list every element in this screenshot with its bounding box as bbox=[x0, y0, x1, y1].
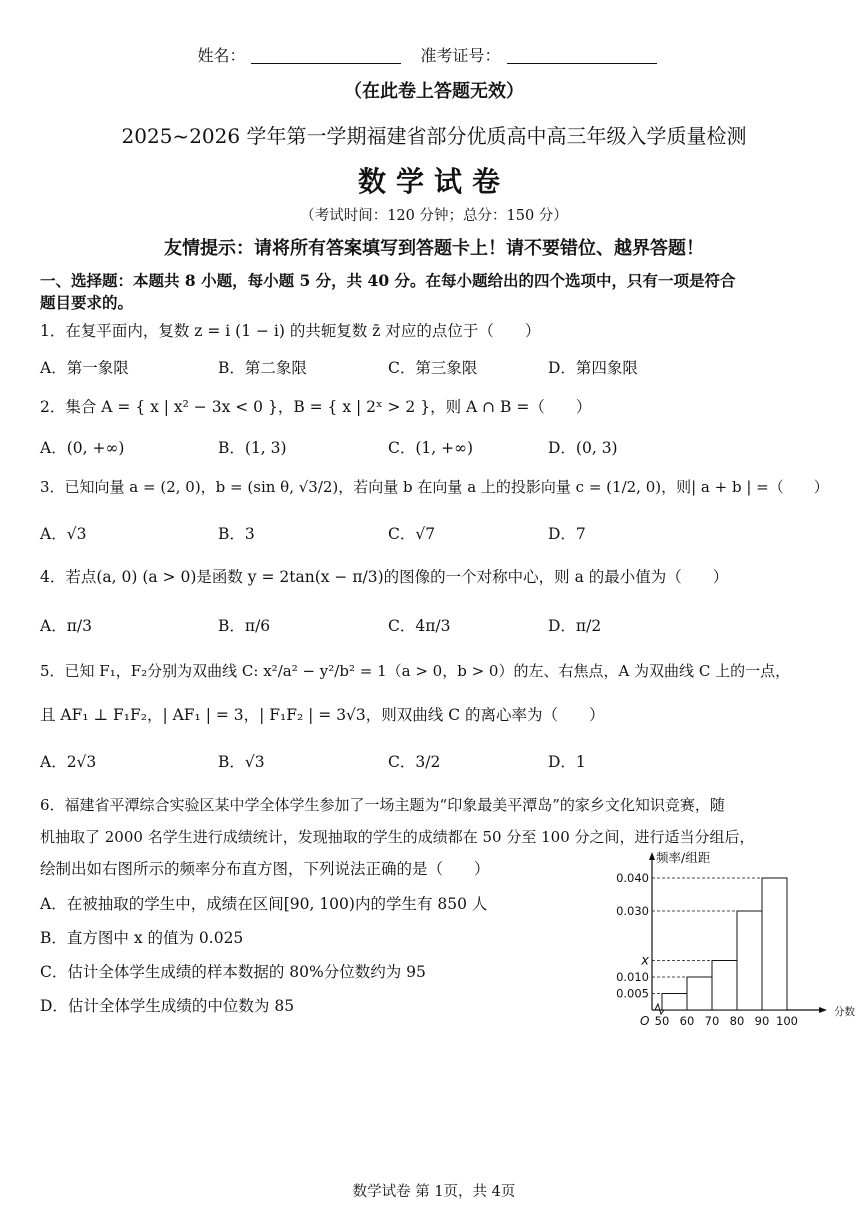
histogram-bar bbox=[712, 961, 737, 1011]
q1-option-c: C．第三象限 bbox=[388, 359, 478, 377]
histogram-bar bbox=[762, 878, 787, 1010]
question-6-stem: 6．福建省平潭综合实验区某中学全体学生参加了一场主题为“印象最美平潭岛”的家乡文化知识竞赛，随 bbox=[40, 796, 725, 814]
question-6-stem-3: 绘制出如右图所示的频率分布直方图，下列说法正确的是（ ） bbox=[40, 860, 490, 878]
q5-option-b: B．√3 bbox=[218, 753, 265, 771]
question-3-stem: 3．已知向量 a = (2, 0)，b = (sin θ, √3/2)，若向量 b 在向量 a 上的投影向量 c = (1/2, 0)，则| a + b | =（ ） bbox=[40, 478, 829, 496]
q3-option-d: D．7 bbox=[548, 525, 586, 543]
q6-option-c: C．估计全体学生成绩的样本数据的 80%分位数约为 95 bbox=[40, 963, 426, 981]
question-1-stem: 1．在复平面内，复数 z = i (1 − i) 的共轭复数 z̄ 对应的点位于（ ） bbox=[40, 322, 541, 340]
q3-option-b: B．3 bbox=[218, 525, 255, 543]
x-tick-label: 100 bbox=[776, 1014, 798, 1028]
y-axis-arrow bbox=[649, 852, 655, 860]
q3-option-a: A．√3 bbox=[40, 525, 87, 543]
x-tick-label: 90 bbox=[754, 1014, 770, 1028]
q4-option-c: C．4π/3 bbox=[388, 617, 451, 635]
question-5-stem-cont: 且 AF₁ ⊥ F₁F₂，| AF₁ | = 3，| F₁F₂ | = 3√3，则双曲线 C 的离心率为（ ） bbox=[40, 706, 605, 724]
q2-option-b: B．(1, 3) bbox=[218, 439, 287, 457]
q1-option-a: A．第一象限 bbox=[40, 359, 129, 377]
frequency-histogram bbox=[600, 848, 855, 1028]
x-tick-label: 50 bbox=[654, 1014, 670, 1028]
y-tick-label: 0.010 bbox=[616, 970, 649, 984]
q6-option-d: D．估计全体学生成绩的中位数为 85 bbox=[40, 997, 295, 1015]
question-5-stem: 5．已知 F₁，F₂分别为双曲线 C: x²/a² − y²/b² = 1（a > 0，b > 0）的左、右焦点，A 为双曲线 C 上的一点， bbox=[40, 662, 791, 680]
section-heading: 一、选择题：本题共 8 小题，每小题 5 分，共 40 分。在每小题给出的四个选项中，只有一项是符合 bbox=[40, 271, 736, 290]
q4-option-d: D．π/2 bbox=[548, 617, 602, 635]
q6-option-b: B．直方图中 x 的值为 0.025 bbox=[40, 929, 244, 947]
candidate-info-line bbox=[0, 43, 868, 66]
x-axis-arrow bbox=[819, 1007, 827, 1013]
y-tick-label: 0.005 bbox=[616, 986, 649, 1001]
name-label: 姓名： bbox=[197, 46, 246, 65]
x-tick-label: 80 bbox=[729, 1014, 745, 1028]
q2-option-d: D．(0, 3) bbox=[548, 439, 618, 457]
q5-option-c: C．3/2 bbox=[388, 753, 441, 771]
question-4-stem: 4．若点(a, 0) (a > 0)是函数 y = 2tan(x − π/3)的图像的一个对称中心，则 a 的最小值为（ ） bbox=[40, 568, 729, 586]
x-tick-label: 70 bbox=[704, 1014, 720, 1028]
section-heading-cont: 题目要求的。 bbox=[40, 293, 134, 312]
id-blank bbox=[507, 47, 657, 64]
q5-option-a: A．2√3 bbox=[40, 753, 97, 771]
y-tick-label: 0.040 bbox=[616, 871, 649, 885]
y-tick-label: x bbox=[641, 953, 649, 969]
histogram-bar bbox=[687, 977, 712, 1010]
q3-option-c: C．√7 bbox=[388, 525, 436, 543]
q4-option-b: B．π/6 bbox=[218, 617, 271, 635]
q2-option-a: A．(0, +∞) bbox=[40, 439, 125, 457]
q4-option-a: A．π/3 bbox=[40, 617, 92, 635]
y-tick-label: 0.030 bbox=[616, 904, 649, 918]
friendly-tip: 友情提示：请将所有答案填写到答题卡上！请不要错位、越界答题！ bbox=[164, 238, 704, 259]
origin-label: O bbox=[640, 1014, 650, 1028]
x-tick-label: 60 bbox=[679, 1014, 695, 1028]
question-2-stem: 2．集合 A = { x | x² − 3x < 0 }，B = { x | 2ˣ > 2 }，则 A ∩ B =（ ） bbox=[40, 398, 592, 416]
x-axis-label: 分数 bbox=[834, 1006, 855, 1018]
histogram-bar bbox=[737, 911, 762, 1010]
subject-title: 数学试卷 bbox=[357, 165, 510, 198]
y-axis-label: 频率/组距 bbox=[656, 850, 711, 865]
invalid-notice: （在此卷上答题无效） bbox=[344, 81, 524, 102]
q6-option-a: A．在被抽取的学生中，成绩在区间[90, 100)内的学生有 850 人 bbox=[40, 895, 488, 913]
exam-info: （考试时间：120 分钟；总分：150 分） bbox=[300, 208, 568, 224]
q1-option-b: B．第二象限 bbox=[218, 359, 307, 377]
page-footer: 数学试卷 第 1页，共 4页 bbox=[352, 1184, 516, 1200]
name-blank bbox=[251, 47, 401, 64]
exam-title: 2025~2026 学年第一学期福建省部分优质高中高三年级入学质量检测 bbox=[121, 124, 747, 148]
question-6-stem-2: 机抽取了 2000 名学生进行成绩统计，发现抽取的学生的成绩都在 50 分至 100 分之间，进行适当分组后， bbox=[40, 828, 755, 846]
id-label: 准考证号： bbox=[420, 46, 501, 65]
q5-option-d: D．1 bbox=[548, 753, 586, 771]
q2-option-c: C．(1, +∞) bbox=[388, 439, 474, 457]
q1-option-d: D．第四象限 bbox=[548, 359, 638, 377]
histogram-bar bbox=[662, 994, 687, 1011]
